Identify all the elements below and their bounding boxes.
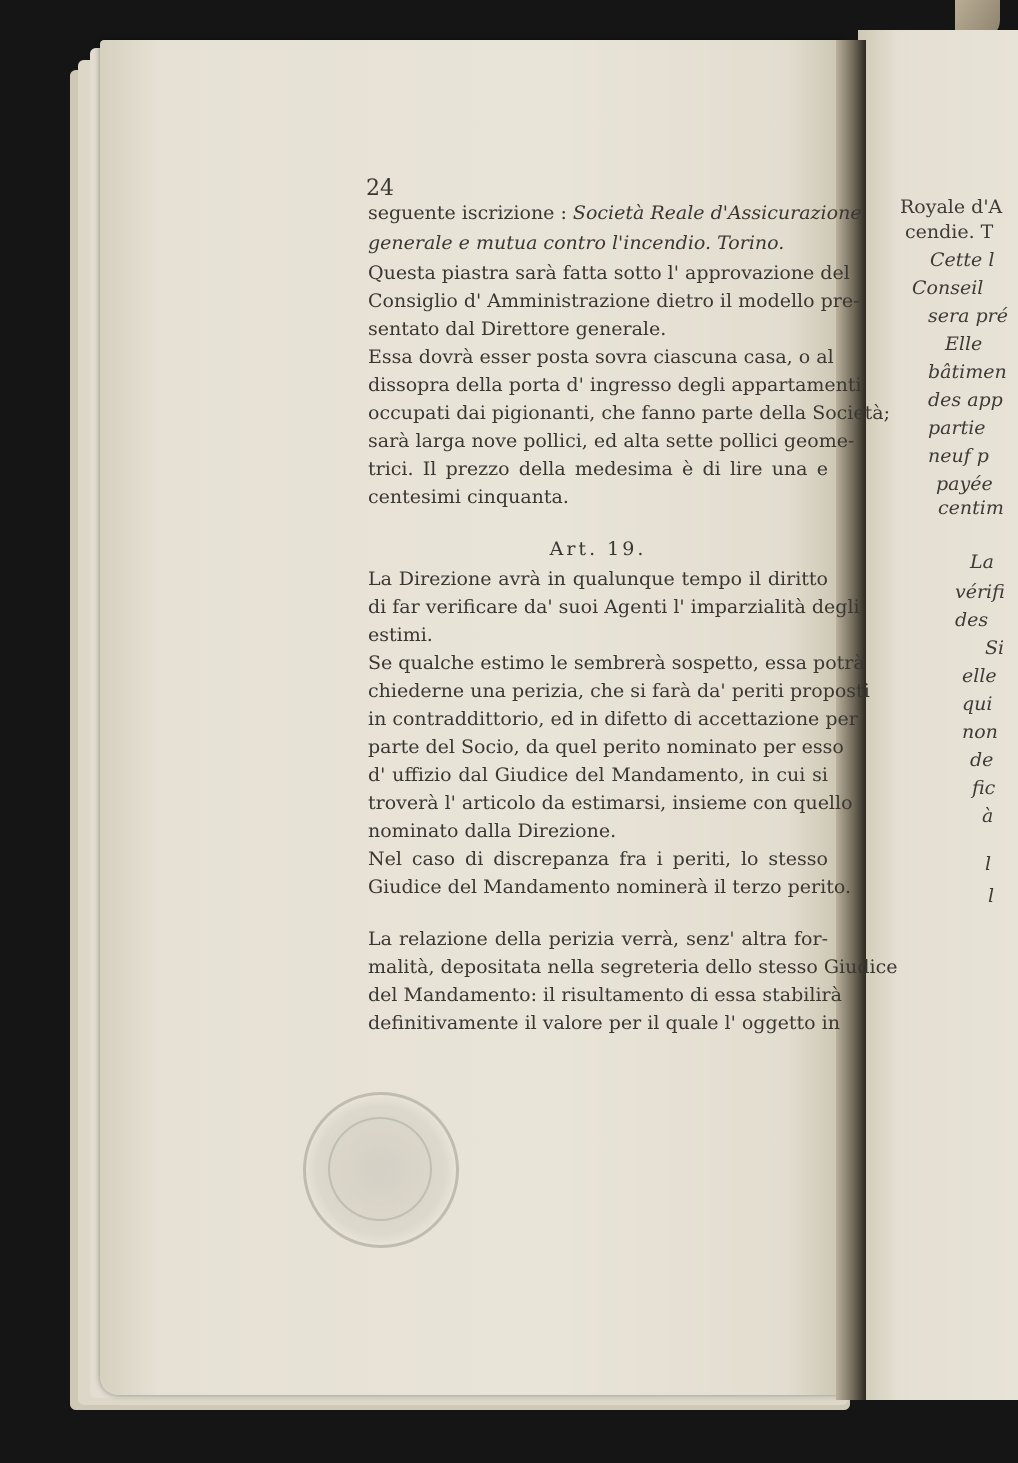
right-text-line: Si — [985, 637, 1005, 659]
right-text-line: qui — [962, 693, 993, 715]
right-text-line: sera pré — [928, 305, 1008, 327]
text-line: in contraddittorio, ed in difetto di accettazione per — [368, 708, 858, 730]
right-text-line: Conseil — [912, 277, 984, 299]
text-line-roman: seguente iscrizione : — [368, 202, 573, 224]
text-line: Essa dovrà esser posta sovra ciascuna casa, o al — [368, 346, 834, 368]
right-text-line: elle — [962, 665, 997, 687]
right-text-line: vérifi — [955, 581, 1005, 603]
right-text-line: des — [955, 609, 989, 631]
article-heading: Art. 19. — [549, 538, 647, 560]
right-text-line: partie — [928, 417, 986, 439]
text-line: d' uffizio dal Giudice del Mandamento, in cui si — [368, 764, 828, 786]
text-line: malità, depositata nella segreteria dello stesso Giudice — [368, 956, 898, 978]
text-line: Nel caso di discrepanza fra i periti, lo stesso — [368, 848, 828, 870]
right-text-line: La — [970, 551, 994, 573]
right-text-line: centim — [938, 497, 1004, 519]
right-text-line: neuf p — [928, 445, 989, 467]
text-line: centesimi cinquanta. — [368, 486, 569, 508]
right-text-line: non — [962, 721, 998, 743]
page-number: 24 — [366, 176, 394, 201]
text-line: La relazione della perizia verrà, senz' altra for- — [368, 928, 828, 950]
right-text-line: l — [988, 885, 995, 907]
text-line: Consiglio d' Amministrazione dietro il modello pre- — [368, 290, 860, 312]
text-line: trici. Il prezzo della medesima è di lire una e — [368, 458, 828, 480]
right-text-line: l — [985, 853, 992, 875]
text-line: occupati dai pigionanti, che fanno parte della Società; — [368, 402, 890, 424]
text-line: La Direzione avrà in qualunque tempo il diritto — [368, 568, 828, 590]
text-line: sentato dal Direttore generale. — [368, 318, 667, 340]
text-line: dissopra della porta d' ingresso degli appartamenti — [368, 374, 862, 396]
text-line — [368, 230, 828, 256]
text-line: Se qualche estimo le sembrerà sospetto, essa potrà — [368, 652, 865, 674]
text-line: sarà larga nove pollici, ed alta sette pollici geome- — [368, 430, 855, 452]
text-line: troverà l' articolo da estimarsi, insieme con quello — [368, 792, 853, 814]
right-text-line: des app — [928, 389, 1003, 411]
text-line: parte del Socio, da quel perito nominato per esso — [368, 736, 844, 758]
text-line: chiederne una perizia, che si farà da' periti proposti — [368, 680, 870, 702]
text-line: definitivamente il valore per il quale l' oggetto in — [368, 1012, 840, 1034]
right-text-line: fic — [972, 777, 996, 799]
text-line: estimi. — [368, 624, 433, 646]
text-line: Giudice del Mandamento nominerà il terzo perito. — [368, 876, 851, 898]
right-text-line: Elle — [945, 333, 983, 355]
text-line-italic: Società Reale d'Assicurazione — [572, 202, 862, 224]
right-text-line: bâtimen — [928, 361, 1007, 383]
right-text-line: Cette l — [930, 249, 995, 271]
right-text-line: de — [970, 749, 994, 771]
right-text-line: à — [982, 805, 994, 827]
text-line: di far verificare da' suoi Agenti l' imparzialità degli — [368, 596, 860, 618]
text-line — [368, 200, 862, 226]
right-text-line: cendie. T — [905, 221, 994, 243]
text-line: del Mandamento: il risultamento di essa stabilirà — [368, 984, 842, 1006]
right-text-line: payée — [936, 473, 993, 495]
right-text-line: Royale d'A — [900, 196, 1003, 218]
text-line: nominato dalla Direzione. — [368, 820, 617, 842]
text-line-italic: generale e mutua contro l'incendio. Torino. — [368, 232, 785, 254]
text-line: Questa piastra sarà fatta sotto l' approvazione del — [368, 262, 850, 284]
